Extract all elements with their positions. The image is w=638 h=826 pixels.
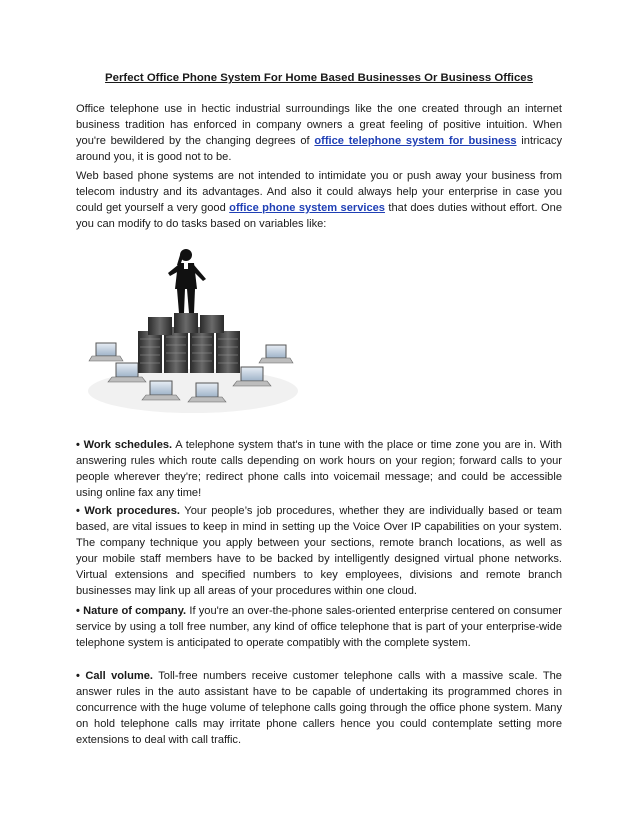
bullet-lead: • Nature of company. bbox=[76, 605, 187, 617]
bullet-lead: • Work schedules. bbox=[76, 439, 173, 451]
intro-paragraph-1 bbox=[76, 101, 562, 165]
page-title: Perfect Office Phone System For Home Based Businesses Or Business Offices bbox=[105, 72, 533, 84]
intro-2-text-before: Web based phone systems are not intended to intimidate you or push away your business from telecom industry and its advantages. And also it could always help your enterprise in case you could get yourself a very good bbox=[76, 170, 562, 214]
laptop-icon bbox=[89, 343, 123, 361]
intro-2-text-after: that does duties without effort. One you can modify to do tasks based on variables like: bbox=[76, 202, 562, 230]
intro-1-text-after: intricacy around you, it is good not to be. bbox=[76, 135, 562, 163]
office-phone-system-services-link[interactable]: office phone system services bbox=[229, 202, 385, 214]
bullet-text: Your people’s job procedures, whether they are individually based or team based, are vital issues to keep in mind in setting up the Voice Over IP capabilities on your system. The company technique you apply between your sections, remote branch locations, as well as your mobile staff members have to be backed by intelligently designed virtual phone networks. Virtual extensions and specified numbers to key employees, divisions and remote branch businesses may link up all areas of your procedures within one cloud. bbox=[76, 505, 562, 597]
server-racks bbox=[138, 313, 240, 373]
bullet-nature-of-company bbox=[76, 603, 562, 651]
intro-paragraph-2 bbox=[76, 168, 562, 232]
bullet-lead: • Work procedures. bbox=[76, 505, 180, 517]
bullet-text: A telephone system that's in tune with the place or time zone you are in. With answering rules which route calls depending on work hours on your region; forward calls to your people wherever they're; redirect phone calls into voicemail message; and could be accessible using online fax any time! bbox=[76, 439, 562, 499]
bullet-lead: • Call volume. bbox=[76, 670, 154, 682]
businessman-figure bbox=[168, 249, 206, 313]
businessman-network-illustration bbox=[76, 243, 306, 421]
office-telephone-system-link[interactable]: office telephone system for business bbox=[314, 135, 517, 147]
bullet-work-procedures bbox=[76, 503, 562, 599]
laptop-icon bbox=[259, 345, 293, 363]
bullet-call-volume bbox=[76, 668, 562, 748]
bullet-text: Toll-free numbers receive customer telephone calls with a massive scale. The answer rules in the auto assistant have to be capable of undertaking its programmed chores in concurrence with the huge volume of telephone calls going through the office phone system. Many on hold telephone calls may irritate phone callers hence you could contemplate setting more extensions to deal with call traffic. bbox=[76, 670, 562, 746]
bullet-text: If you're an over-the-phone sales-oriented enterprise centered on consumer service by using a toll free number, any kind of office telephone that is part of your enterprise-wide telephone system is anticipated to operate compatibly with the complete system. bbox=[76, 605, 563, 649]
intro-1-text-before: Office telephone use in hectic industrial surroundings like the one created through an internet business tradition has enforced in company owners a great feeling of positive intuition. When you're bewildered by the changing degrees of bbox=[76, 103, 562, 147]
bullet-work-schedules bbox=[76, 437, 562, 501]
